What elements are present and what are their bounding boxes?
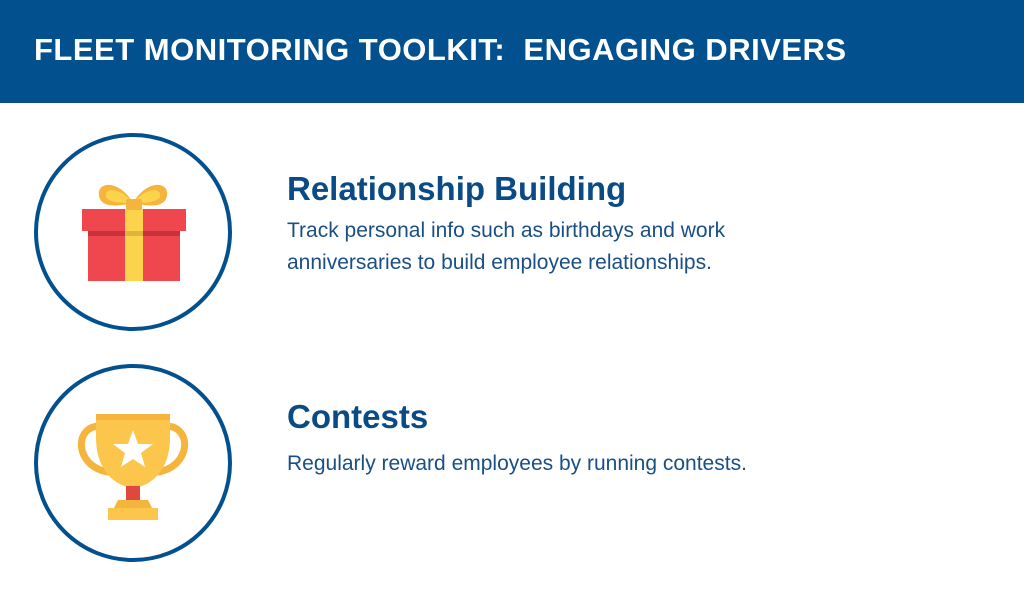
feature-title: Relationship Building bbox=[287, 170, 627, 207]
trophy-icon bbox=[38, 368, 228, 558]
feature-contests bbox=[0, 364, 1024, 560]
trophy-icon-circle bbox=[34, 364, 232, 562]
header-banner bbox=[0, 0, 1024, 103]
feature-relationship-building bbox=[0, 133, 1024, 329]
gift-icon-circle bbox=[34, 133, 232, 331]
page-title: FLEET MONITORING TOOLKIT: ENGAGING DRIVERS bbox=[34, 31, 847, 67]
feature-title: Contests bbox=[287, 398, 429, 435]
feature-description: Regularly reward employees by running contests. bbox=[287, 452, 747, 475]
feature-description: Track personal info such as birthdays and work anniversaries to build employee relationships. bbox=[287, 219, 726, 274]
gift-icon bbox=[38, 137, 228, 327]
